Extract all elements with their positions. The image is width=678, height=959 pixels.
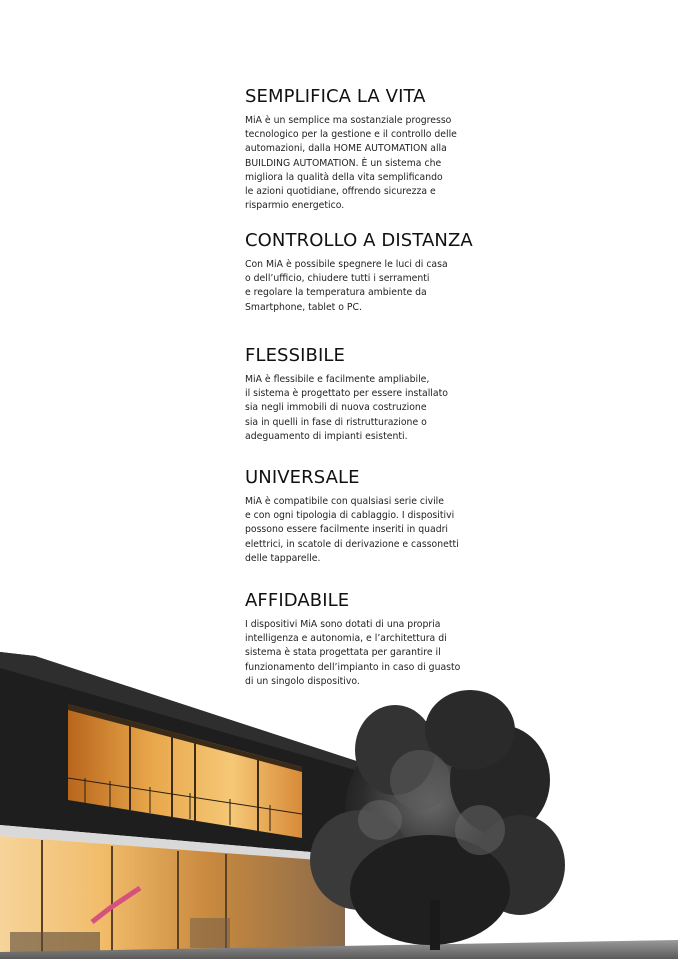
body-line: sistema è stata progettata per garantire il [245, 647, 441, 659]
body-line: e con ogni tipologia di cablaggio. I dispositivi [245, 510, 455, 522]
section-title: AFFIDABILE [245, 590, 350, 611]
section-controllo [245, 230, 485, 315]
body-line: MiA è un semplice ma sostanziale progresso [245, 115, 452, 126]
tree [310, 690, 565, 950]
body-line: elettrici, in scatole di derivazione e cassonetti [245, 538, 459, 550]
body-line: BUILDING AUTOMATION. È un sistema che [245, 157, 442, 169]
body-line: intelligenza e autonomia, e l’architettura di [245, 633, 447, 645]
body-line: sia in quelli in fase di ristrutturazione o [245, 416, 427, 428]
section-title: CONTROLLO A DISTANZA [245, 230, 473, 251]
house-photo [0, 600, 678, 959]
body-line: automazioni, dalla HOME AUTOMATION alla [245, 143, 447, 155]
body-line: il sistema è progettato per essere installato [245, 388, 448, 400]
body-line: di un singolo dispositivo. [245, 675, 360, 687]
section-flessibile [245, 345, 485, 444]
section-body [245, 114, 485, 213]
section-semplifica [245, 86, 485, 213]
body-line: le azioni quotidiane, offrendo sicurezza e [245, 186, 436, 198]
body-line: funzionamento dell’impianto in caso di guasto [245, 661, 461, 673]
section-title: SEMPLIFICA LA VITA [245, 86, 426, 107]
body-line: MiA è compatibile con qualsiasi serie civile [245, 496, 444, 507]
body-line: o dell’ufficio, chiudere tutti i serramenti [245, 273, 430, 285]
section-title: UNIVERSALE [245, 467, 360, 488]
body-line: adeguamento di impianti esistenti. [245, 430, 408, 442]
section-universale [245, 467, 485, 566]
body-line: migliora la qualità della vita semplificando [245, 171, 443, 183]
section-title: FLESSIBILE [245, 345, 345, 366]
body-line: risparmio energetico. [245, 200, 345, 212]
body-line: Smartphone, tablet o PC. [245, 301, 362, 313]
body-line: tecnologico per la gestione e il controllo delle [245, 129, 457, 141]
section-body [245, 495, 485, 566]
section-body [245, 258, 485, 315]
body-line: I dispositivi MiA sono dotati di una propria [245, 619, 441, 630]
body-line: MiA è flessibile e facilmente ampliabile, [245, 374, 430, 385]
body-line: sia negli immobili di nuova costruzione [245, 402, 427, 414]
body-line: possono essere facilmente inseriti in quadri [245, 524, 449, 536]
body-line: e regolare la temperatura ambiente da [245, 287, 427, 299]
building [0, 652, 390, 959]
section-body [245, 373, 485, 444]
body-line: Con MiA è possibile spegnere le luci di casa [245, 259, 448, 270]
body-line: delle tapparelle. [245, 552, 321, 564]
